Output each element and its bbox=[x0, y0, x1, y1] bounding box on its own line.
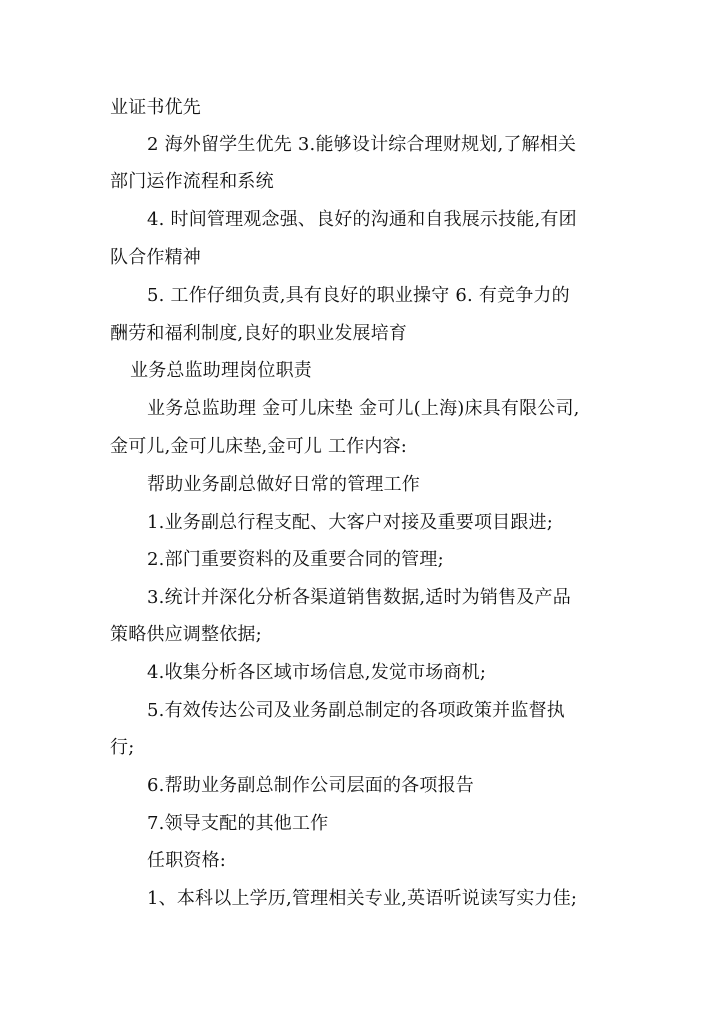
text-line: 任职资格: bbox=[147, 850, 227, 871]
text-line: 5. 工作仔细负责,具有良好的职业操守 6. 有竞争力的 bbox=[147, 285, 570, 306]
text-line: 2 海外留学生优先 3.能够设计综合理财规划,了解相关 bbox=[147, 134, 577, 155]
text-line: 4. 时间管理观念强、良好的沟通和自我展示技能,有团 bbox=[147, 209, 577, 230]
text-line: 金可儿,金可儿床垫,金可儿 工作内容: bbox=[110, 436, 408, 457]
text-line: 策略供应调整依据; bbox=[110, 624, 262, 645]
text-line: 业务总监助理 金可儿床垫 金可儿(上海)床具有限公司, bbox=[147, 398, 580, 419]
section-heading: 业务总监助理岗位职责 bbox=[130, 360, 312, 381]
list-item: 2.部门重要资料的及重要合同的管理; bbox=[147, 549, 444, 570]
list-item: 5.有效传达公司及业务副总制定的各项政策并监督执 bbox=[147, 700, 565, 721]
text-line: 酬劳和福利制度,良好的职业发展培育 bbox=[110, 323, 408, 344]
list-item: 7.领导支配的其他工作 bbox=[147, 813, 329, 834]
text-line: 业证书优先 bbox=[110, 97, 201, 118]
text-line: 队合作精神 bbox=[110, 247, 201, 268]
text-line: 帮助业务副总做好日常的管理工作 bbox=[147, 474, 420, 495]
text-line: 行; bbox=[110, 737, 135, 758]
list-item: 1、本科以上学历,管理相关专业,英语听说读写实力佳; bbox=[147, 888, 578, 909]
list-item: 4.收集分析各区域市场信息,发觉市场商机; bbox=[147, 662, 487, 683]
list-item: 6.帮助业务副总制作公司层面的各项报告 bbox=[147, 775, 474, 796]
list-item: 1.业务副总行程支配、大客户对接及重要项目跟进; bbox=[147, 512, 554, 533]
list-item: 3.统计并深化分析各渠道销售数据,适时为销售及产品 bbox=[147, 587, 571, 608]
text-line: 部门运作流程和系统 bbox=[110, 171, 274, 192]
